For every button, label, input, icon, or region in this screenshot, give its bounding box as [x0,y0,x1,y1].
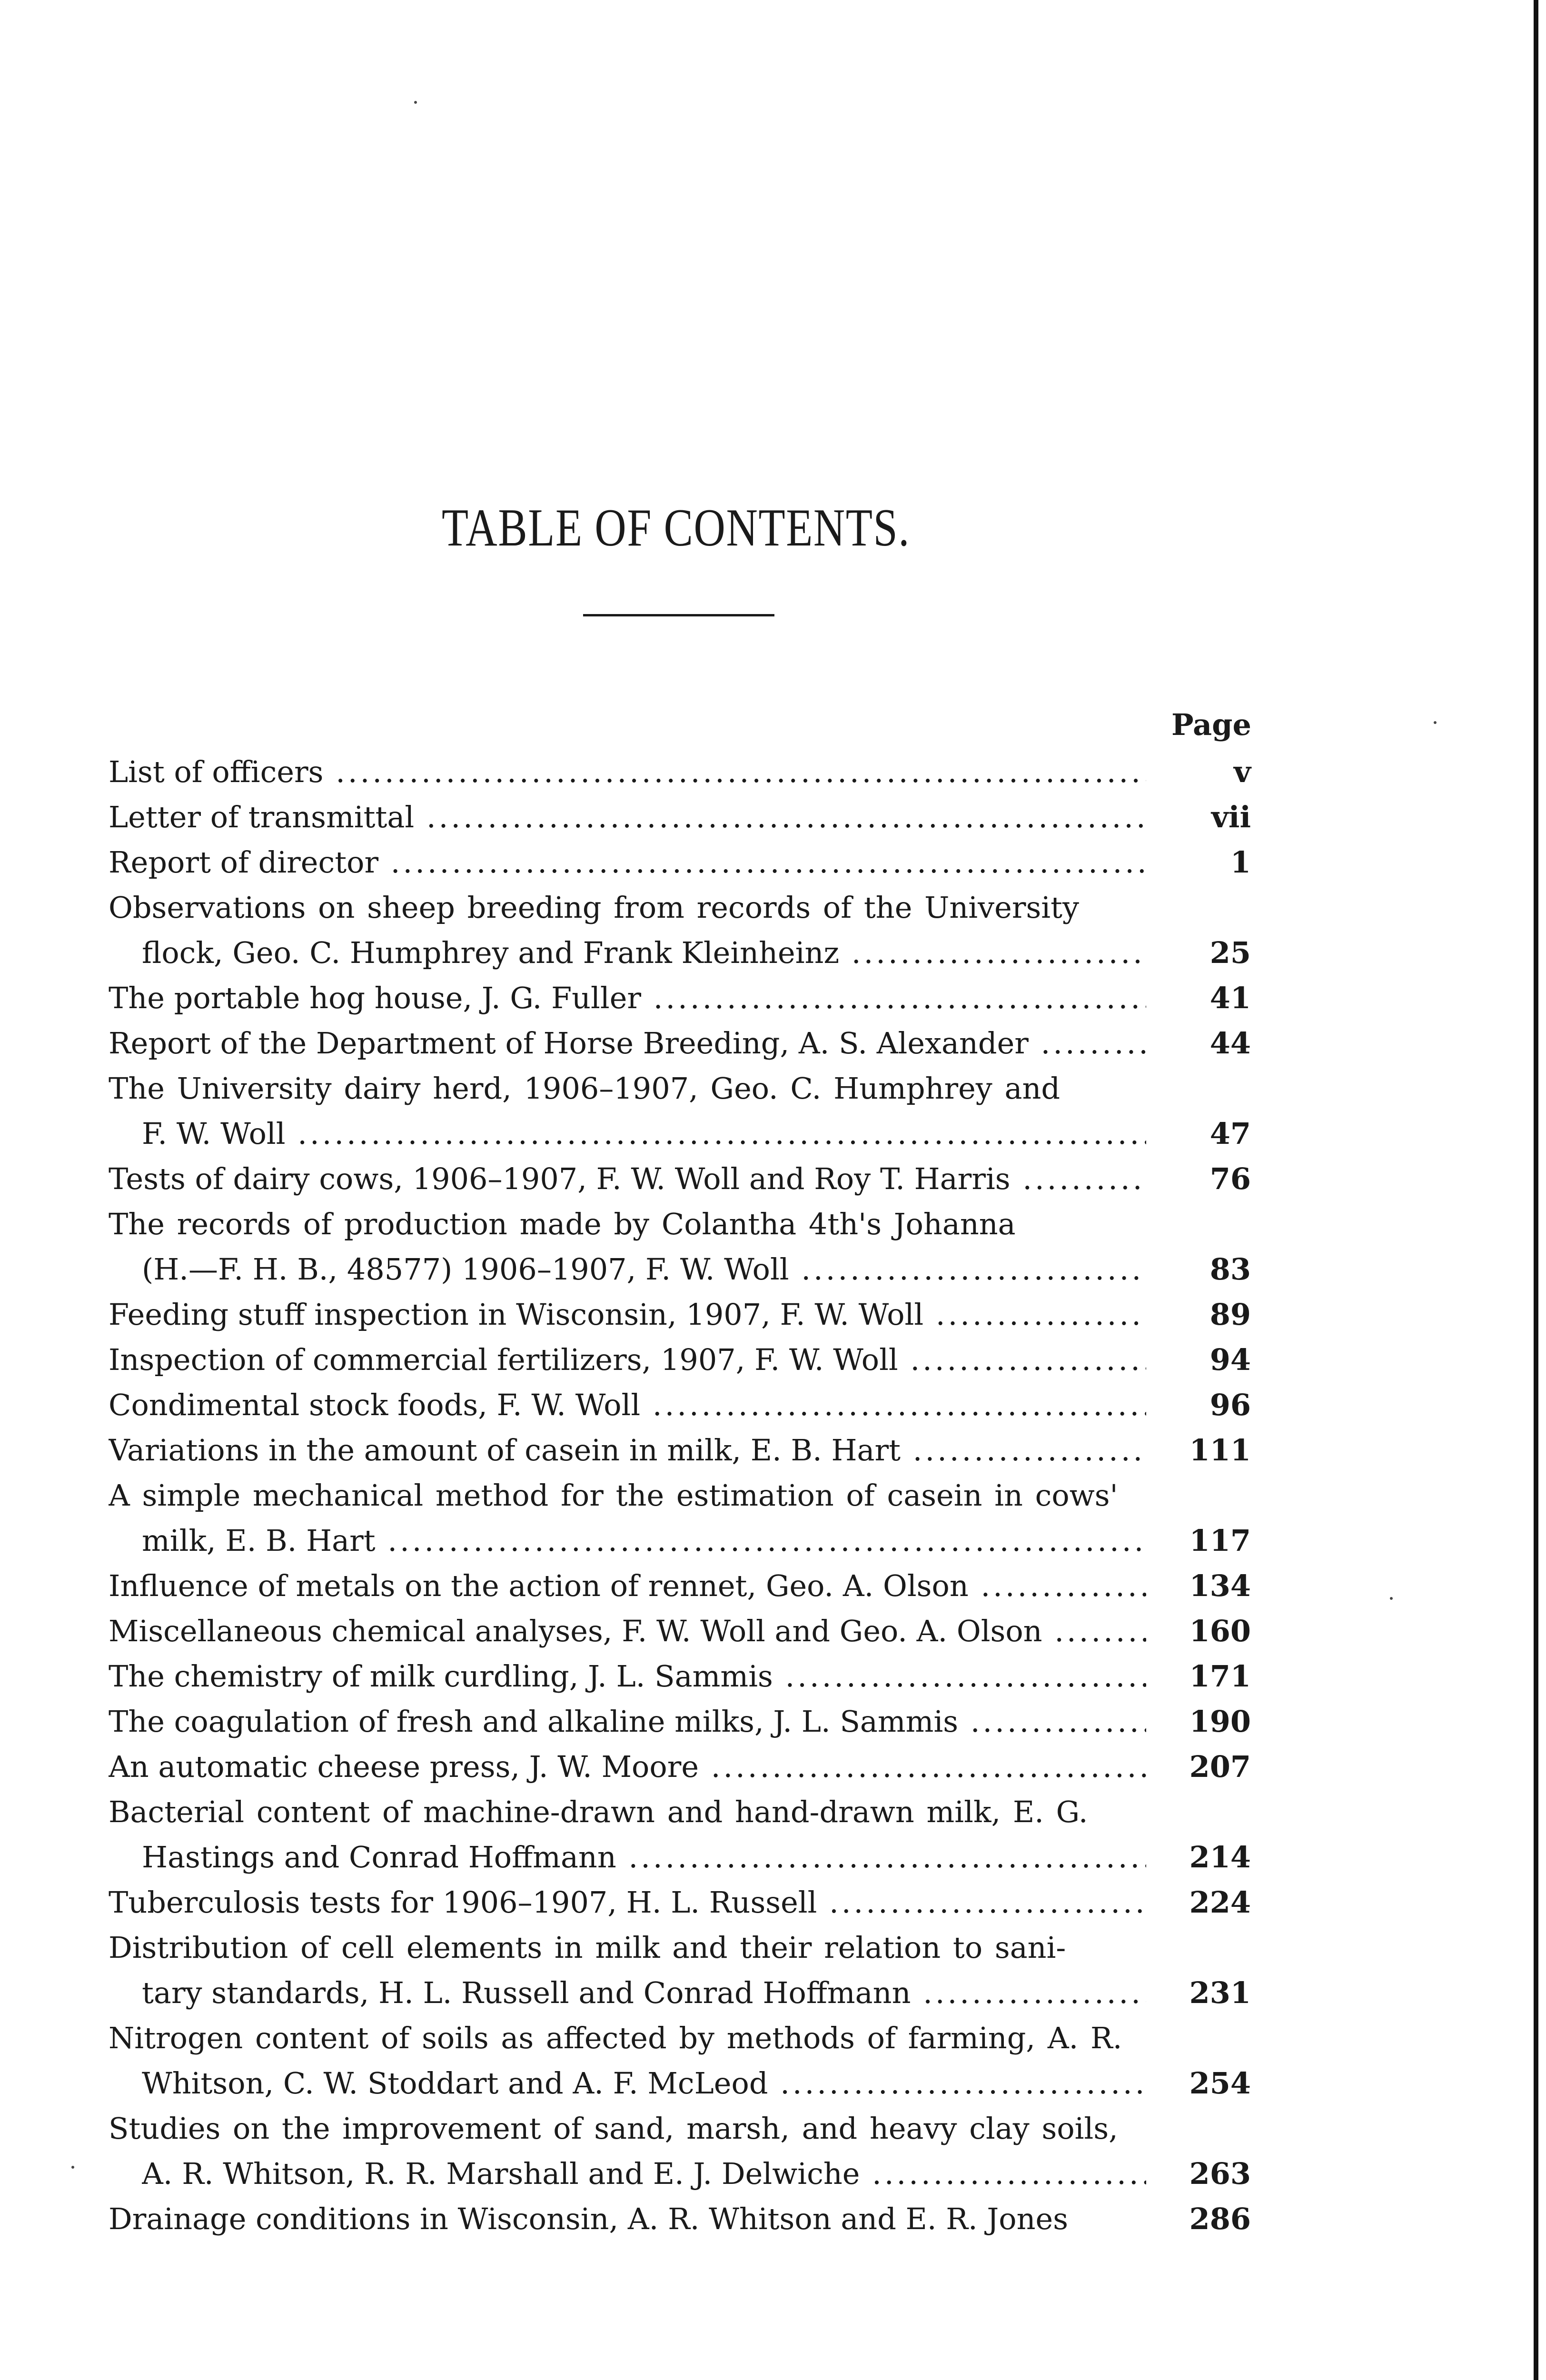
toc-entry-title: Influence of metals on the action of rennet, Geo. A. Olson [109,1568,969,1603]
toc-entry [109,1789,1251,1880]
toc-entry-title: Variations in the amount of casein in milk, E. B. Hart [109,1433,901,1468]
toc-entry-title: Condimental stock foods, F. W. Woll [109,1388,641,1422]
toc-entry-title: Inspection of commercial fertilizers, 1907, F. W. Woll [109,1342,898,1377]
toc-entry-page: 1 [1230,845,1251,880]
dot-leader [901,1433,1146,1468]
toc-entry-page: 25 [1209,935,1251,970]
toc-entry [109,1654,1251,1699]
toc-entry-title: The chemistry of milk curdling, J. L. Sammis [109,1659,773,1694]
toc-entry [109,1292,1251,1337]
toc-entry-page: 263 [1189,2156,1251,2191]
toc-entry-page: v [1233,754,1251,789]
toc-entry-title-line: Nitrogen content of soils as affected by methods of farming, A. R. [109,2021,1122,2055]
toc-entry [109,1382,1251,1428]
toc-entry-title: Tuberculosis tests for 1906–1907, H. L. Russell [109,1885,817,1920]
dot-leader [641,981,1146,1015]
toc-entry-title: An automatic cheese press, J. W. Moore [109,1749,699,1784]
toc-entry [109,2106,1251,2196]
toc-entry-page: 47 [1209,1116,1251,1151]
dot-leader [773,1659,1146,1694]
toc-entry-title-line: Distribution of cell elements in milk and their relation to sani- [109,1930,1066,1965]
toc-entry-page: 171 [1189,1659,1251,1694]
toc-entry-page: 214 [1189,1840,1251,1874]
toc-entry-title: flock, Geo. C. Humphrey and Frank Kleinheinz [142,935,840,970]
toc-entry-page: 207 [1189,1749,1251,1784]
title-rule [583,614,774,616]
scan-right-border [1534,0,1538,2380]
toc-entry-page: 134 [1189,1568,1251,1603]
dot-leader [1011,1161,1146,1196]
toc-entry-title: Feeding stuff inspection in Wisconsin, 1907, F. W. Woll [109,1297,924,1332]
toc-entry [109,1066,1251,1156]
dot-leader [1029,1026,1146,1061]
toc-entry [109,1337,1251,1382]
toc-entry [109,1473,1251,1563]
dot-leader [1042,1614,1146,1648]
dot-leader [378,845,1146,880]
toc-entry [109,975,1251,1021]
toc-entry-title: Report of director [109,845,379,880]
toc-entry-title: The coagulation of fresh and alkaline milks, J. L. Sammis [109,1704,959,1739]
toc-entry-page: vii [1211,800,1251,834]
dot-leader [789,1252,1146,1287]
dot-leader [898,1342,1146,1377]
toc-entry-page: 160 [1189,1614,1251,1648]
dot-leader [860,2156,1146,2191]
toc-entry-title: List of officers [109,754,324,789]
toc-entry-page: 111 [1189,1433,1251,1468]
toc-entry-page: 94 [1209,1342,1251,1377]
toc-entry-title: Drainage conditions in Wisconsin, A. R. Whitson and E. R. Jones [109,2202,1069,2236]
toc-entry-page: 190 [1189,1704,1251,1739]
dot-leader [286,1116,1146,1151]
scan-speck [1390,1597,1393,1600]
toc-entry-title: The portable hog house, J. G. Fuller [109,981,642,1015]
toc-entry [109,1699,1251,1744]
dot-leader [958,1704,1146,1739]
toc-entry [109,2196,1251,2241]
dot-leader [923,1297,1146,1332]
toc-entry-title: Whitson, C. W. Stoddart and A. F. McLeod [142,2066,768,2101]
toc-entry-title: Letter of transmittal [109,800,415,834]
toc-entry-page: 83 [1209,1252,1251,1287]
toc-entry [109,1201,1251,1292]
toc-entry-title-line: The records of production made by Colantha 4th's Johanna [109,1207,1016,1241]
dot-leader [839,935,1146,970]
dot-leader [969,1568,1146,1603]
toc-entry [109,1156,1251,1201]
toc-entry-title-line: Observations on sheep breeding from records of the University [109,890,1080,925]
toc-entry-title: A. R. Whitson, R. R. Marshall and E. J. Delwiche [142,2156,860,2191]
toc-entry-page: 76 [1209,1161,1251,1196]
toc-entry [109,840,1251,885]
scan-speck [1434,721,1437,724]
scan-speck [71,2166,74,2169]
toc-entry-page: 89 [1209,1297,1251,1332]
page-column-header: Page [1171,707,1251,742]
toc-entry-page: 224 [1189,1885,1251,1920]
toc-entry-page: 286 [1189,2202,1251,2236]
toc-entry-title-line: Studies on the improvement of sand, marsh, and heavy clay soils, [109,2111,1118,2146]
toc-entry-page: 41 [1209,981,1251,1015]
dot-leader [324,754,1147,789]
toc-entry-title: Miscellaneous chemical analyses, F. W. Woll and Geo. A. Olson [109,1614,1042,1648]
dot-leader [699,1749,1146,1784]
page-title: TABLE OF CONTENTS. [442,498,910,558]
toc-entry [109,794,1251,840]
toc-entry-title-line: Bacterial content of machine-drawn and hand-drawn milk, E. G. [109,1795,1088,1829]
toc-entry-title: (H.—F. H. B., 48577) 1906–1907, F. W. Woll [142,1252,789,1287]
toc-entry-title: milk, E. B. Hart [142,1523,376,1558]
toc-entry-title: tary standards, H. L. Russell and Conrad Hoffmann [142,1975,911,2010]
toc-entry [109,1021,1251,1066]
toc-entry-page: 117 [1189,1523,1251,1558]
dot-leader [911,1975,1146,2010]
dot-leader [817,1885,1146,1920]
table-of-contents [109,749,1251,2241]
toc-entry-title: Tests of dairy cows, 1906–1907, F. W. Woll and Roy T. Harris [109,1161,1011,1196]
dot-leader [414,800,1146,834]
toc-entry [109,1563,1251,1608]
dot-leader [616,1840,1146,1874]
toc-entry [109,1608,1251,1654]
toc-entry-page: 96 [1209,1388,1251,1422]
dot-leader [640,1388,1146,1422]
toc-entry-page: 254 [1189,2066,1251,2101]
toc-entry-title-line: The University dairy herd, 1906–1907, Geo. C. Humphrey and [109,1071,1060,1106]
toc-entry [109,1925,1251,2015]
toc-entry-page: 44 [1209,1026,1251,1061]
toc-entry-title: F. W. Woll [142,1116,286,1151]
toc-entry [109,749,1251,794]
scan-speck [414,101,417,104]
toc-entry [109,1744,1251,1789]
toc-entry-title: Hastings and Conrad Hoffmann [142,1840,616,1874]
dot-leader [376,1523,1146,1558]
toc-entry [109,2015,1251,2106]
toc-entry [109,1428,1251,1473]
toc-entry-page: 231 [1189,1975,1251,2010]
toc-entry-title: Report of the Department of Horse Breeding, A. S. Alexander [109,1026,1029,1061]
dot-leader [768,2066,1146,2101]
toc-entry [109,885,1251,975]
toc-entry-title-line: A simple mechanical method for the estimation of casein in cows' [109,1478,1118,1513]
toc-entry [109,1880,1251,1925]
